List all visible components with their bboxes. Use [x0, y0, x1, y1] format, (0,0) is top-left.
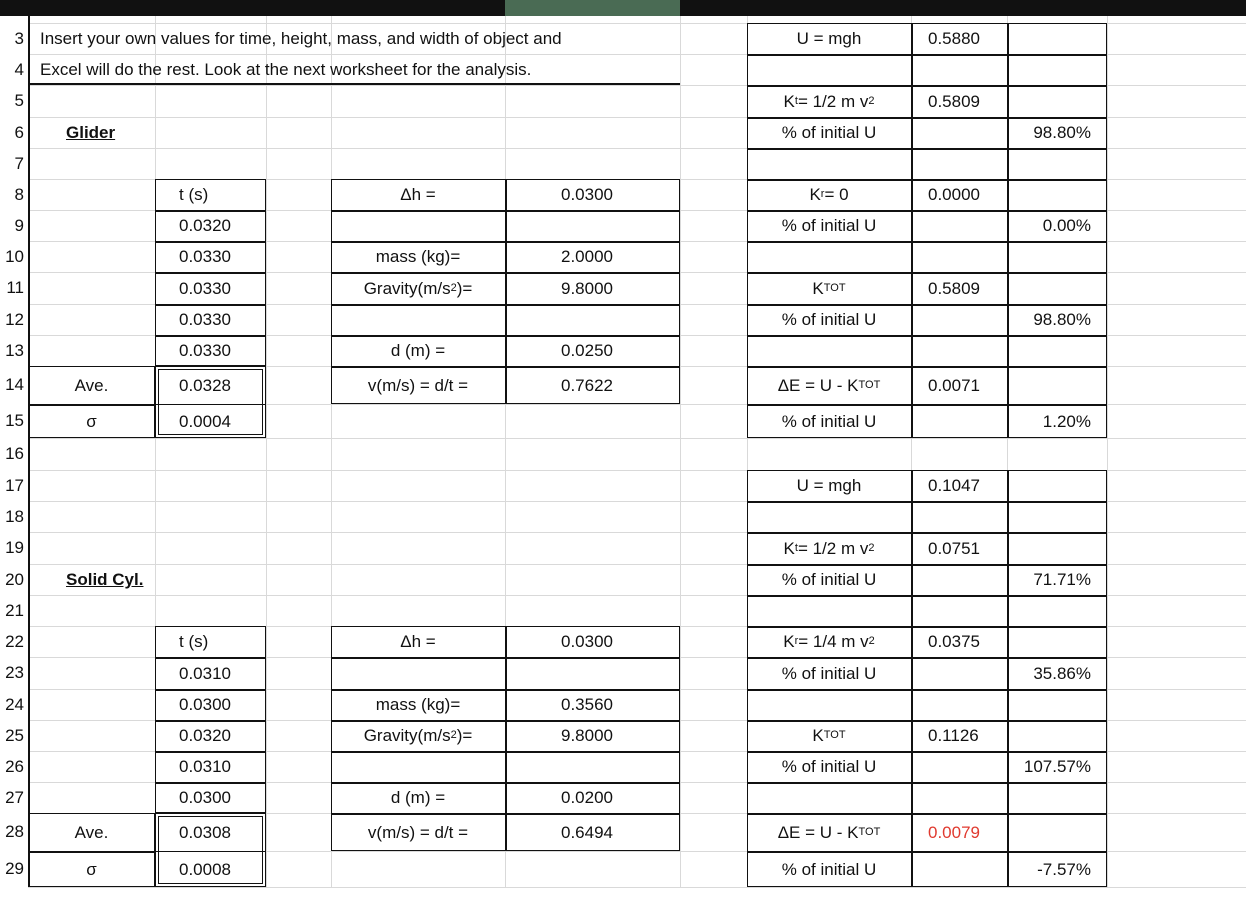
glider-times-row-divider	[155, 272, 266, 274]
cylinder-U-value[interactable]: 0.1047	[928, 476, 980, 495]
row-header[interactable]: 10	[0, 241, 28, 272]
cylinder-time-value[interactable]: 0.0300	[179, 695, 231, 714]
cylinder-Kt-pct-label[interactable]: % of initial U	[781, 570, 877, 589]
row-header[interactable]: 15	[0, 404, 28, 438]
glider-Ktot-pct[interactable]: 98.80%	[1033, 310, 1091, 329]
row-header[interactable]: 29	[0, 851, 28, 887]
glider-energy-row-divider	[747, 179, 1107, 181]
row-header[interactable]: 18	[0, 501, 28, 532]
gridline-row	[28, 438, 1246, 439]
row-header[interactable]: 22	[0, 626, 28, 657]
glider-Kr-value[interactable]: 0.0000	[928, 185, 980, 204]
glider-dh-label[interactable]: Δh =	[400, 185, 436, 204]
cylinder-inputs-col-divider	[505, 626, 507, 851]
row-header[interactable]: 9	[0, 210, 28, 241]
cylinder-Kt-label[interactable]: K t = 1/2 m v 2	[783, 538, 875, 558]
cylinder-v-label[interactable]: v(m/s) = d/t =	[367, 822, 469, 842]
cylinder-time-value[interactable]: 0.0320	[179, 726, 231, 745]
glider-Kt-pct[interactable]: 98.80%	[1033, 123, 1091, 142]
glider-dE-value[interactable]: 0.0071	[928, 375, 980, 395]
glider-time-value[interactable]: 0.0330	[179, 310, 231, 329]
glider-energy-row-divider	[747, 272, 1107, 274]
glider-energy-row-divider	[747, 85, 1107, 87]
cylinder-inputs-row-divider	[331, 782, 680, 784]
glider-mass-value[interactable]: 2.0000	[561, 247, 613, 266]
row-header[interactable]: 11	[0, 272, 28, 304]
glider-stats-labels-box	[28, 366, 155, 438]
cylinder-times-row-divider	[155, 751, 266, 753]
glider-d-value[interactable]: 0.0250	[561, 341, 613, 360]
row-header[interactable]: 21	[0, 595, 28, 626]
row-header[interactable]: 3	[0, 23, 28, 54]
glider-time-value[interactable]: 0.0330	[179, 278, 231, 298]
cylinder-mass-value[interactable]: 0.3560	[561, 695, 613, 714]
cylinder-time-value[interactable]: 0.0300	[179, 788, 231, 807]
glider-time-value[interactable]: 0.0330	[179, 247, 231, 266]
glider-inputs-row-divider	[331, 241, 680, 243]
glider-U-value[interactable]: 0.5880	[928, 29, 980, 48]
glider-Kr-pct[interactable]: 0.00%	[1042, 216, 1091, 235]
cylinder-times-row-divider	[155, 782, 266, 784]
glider-inputs-row-divider	[331, 210, 680, 212]
gridline-row	[28, 887, 1246, 888]
glider-title[interactable]: Glider	[66, 123, 116, 142]
glider-time-value[interactable]: 0.0320	[179, 216, 231, 235]
cylinder-inputs-row-divider	[331, 657, 680, 659]
glider-U-label[interactable]: U = mgh	[796, 29, 862, 48]
cylinder-Kt-pct[interactable]: 71.71%	[1033, 570, 1091, 589]
glider-energy-row-divider	[747, 335, 1107, 337]
glider-times-row-divider	[155, 304, 266, 306]
glider-ave-value[interactable]: 0.0328	[179, 375, 231, 395]
row-header[interactable]: 7	[0, 148, 28, 179]
glider-inputs-col-divider	[505, 179, 507, 404]
cylinder-energy-row-divider	[747, 720, 1107, 722]
cylinder-d-label[interactable]: d (m) =	[390, 788, 446, 807]
cylinder-times-row-divider	[155, 689, 266, 691]
glider-energy-row-divider	[747, 117, 1107, 119]
cylinder-sigma-value[interactable]: 0.0008	[179, 859, 231, 879]
cylinder-gravity-value[interactable]: 9.8000	[561, 726, 613, 745]
glider-energy-row-divider	[747, 366, 1107, 368]
cylinder-Kr-label[interactable]: K r = 1/4 m v 2	[783, 632, 875, 651]
glider-ave-label[interactable]: Ave.	[74, 375, 109, 395]
row-header[interactable]: 16	[0, 438, 28, 470]
cylinder-energy-row-divider	[747, 689, 1107, 691]
glider-times-row-divider	[155, 241, 266, 243]
cylinder-stats-labels-box	[28, 813, 155, 887]
gridline-col	[680, 16, 681, 887]
cylinder-energy-row-divider	[747, 501, 1107, 503]
glider-energy-row-divider	[747, 304, 1107, 306]
cylinder-energy-row-divider	[747, 564, 1107, 566]
row-header[interactable]: 24	[0, 689, 28, 720]
glider-inputs-row-divider	[331, 335, 680, 337]
cylinder-sigma-label[interactable]: σ	[86, 859, 97, 879]
row-header[interactable]: 14	[0, 366, 28, 404]
cylinder-energy-row-divider	[747, 782, 1107, 784]
row-header[interactable]: 17	[0, 470, 28, 501]
row-header[interactable]: 13	[0, 335, 28, 366]
glider-t-header[interactable]: t (s)	[179, 185, 209, 204]
cylinder-dE-value[interactable]: 0.0079	[928, 822, 980, 842]
cylinder-inputs-row-divider	[331, 689, 680, 691]
cylinder-title[interactable]: Solid Cyl.	[66, 570, 144, 589]
row-header[interactable]: 5	[0, 85, 28, 117]
glider-times-row-divider	[155, 210, 266, 212]
cylinder-ave-value[interactable]: 0.0308	[179, 822, 231, 842]
cylinder-Ktot-pct-label[interactable]: % of initial U	[781, 757, 877, 776]
glider-stats-divider	[155, 365, 266, 405]
cylinder-inputs-row-divider	[331, 751, 680, 753]
instructions-line-2[interactable]: Excel will do the rest. Look at the next worksheet for the analysis.	[40, 60, 532, 79]
glider-sigma-value[interactable]: 0.0004	[179, 411, 231, 431]
cylinder-Kt-value[interactable]: 0.0751	[928, 538, 980, 558]
row-header[interactable]: 6	[0, 117, 28, 148]
cylinder-time-value[interactable]: 0.0310	[179, 757, 231, 776]
glider-energy-row-divider	[747, 54, 1107, 56]
row-header[interactable]: 27	[0, 782, 28, 813]
glider-Kr-label[interactable]: K r = 0	[809, 185, 849, 204]
cylinder-energy-row-divider	[747, 532, 1107, 534]
glider-energy-row-divider	[747, 210, 1107, 212]
cylinder-stats-divider	[155, 812, 266, 852]
glider-energy-row-divider	[747, 404, 1107, 406]
row-header-divider	[28, 16, 30, 887]
cylinder-inputs-row-divider	[331, 720, 680, 722]
instructions-line-1[interactable]: Insert your own values for time, height, mass, and width of object and	[40, 29, 562, 48]
cylinder-dh-label[interactable]: Δh =	[400, 632, 436, 651]
cylinder-times-row-divider	[155, 720, 266, 722]
glider-energy-row-divider	[747, 241, 1107, 243]
cylinder-t-header[interactable]: t (s)	[179, 632, 209, 651]
cylinder-energy-row-divider	[747, 813, 1107, 815]
row-header[interactable]: 12	[0, 304, 28, 335]
glider-Kt-pct-label[interactable]: % of initial U	[781, 123, 877, 142]
cylinder-energy-row-divider	[747, 851, 1107, 853]
glider-sigma-label[interactable]: σ	[86, 411, 97, 431]
glider-energy-row-divider	[747, 148, 1107, 150]
glider-inputs-row-divider	[331, 304, 680, 306]
glider-Ktot-pct-label[interactable]: % of initial U	[781, 310, 877, 329]
glider-dE-pct-label[interactable]: % of initial U	[781, 411, 877, 431]
cylinder-inputs-row-divider	[331, 813, 680, 815]
glider-d-label[interactable]: d (m) =	[390, 341, 446, 360]
cylinder-times-row-divider	[155, 657, 266, 659]
selected-column-indicator	[505, 0, 680, 16]
glider-Ktot-label[interactable]: K TOT	[812, 278, 846, 298]
cylinder-ave-label[interactable]: Ave.	[74, 822, 109, 842]
row-header[interactable]: 8	[0, 179, 28, 210]
cylinder-energy-row-divider	[747, 595, 1107, 597]
cylinder-energy-row-divider	[747, 657, 1107, 659]
row-header[interactable]: 4	[0, 54, 28, 85]
cylinder-energy-row-divider	[747, 751, 1107, 753]
glider-times-row-divider	[155, 335, 266, 337]
glider-gravity-value[interactable]: 9.8000	[561, 278, 613, 298]
glider-v-label[interactable]: v(m/s) = d/t =	[367, 375, 469, 395]
instructions-underline	[30, 83, 680, 85]
row-header[interactable]: 19	[0, 532, 28, 564]
row-header[interactable]: 28	[0, 813, 28, 851]
cylinder-energy-row-divider	[747, 626, 1107, 628]
glider-Ktot-value[interactable]: 0.5809	[928, 278, 980, 298]
row-header[interactable]: 26	[0, 751, 28, 782]
cylinder-U-label[interactable]: U = mgh	[796, 476, 862, 495]
cylinder-mass-label[interactable]: mass (kg)=	[375, 695, 461, 714]
cylinder-v-value[interactable]: 0.6494	[561, 822, 613, 842]
glider-dE-label[interactable]: ΔE = U - K TOT	[777, 375, 881, 395]
row-header[interactable]: 25	[0, 720, 28, 751]
glider-gravity-label[interactable]: Gravity(m/s 2 )=	[363, 278, 473, 298]
cylinder-dE-label[interactable]: ΔE = U - K TOT	[777, 822, 881, 842]
glider-time-value[interactable]: 0.0330	[179, 341, 231, 360]
glider-stats-labels-divider	[28, 404, 155, 406]
glider-Kt-value[interactable]: 0.5809	[928, 91, 980, 111]
glider-Kt-label[interactable]: K t = 1/2 m v 2	[783, 91, 875, 111]
glider-inputs-row-divider	[331, 366, 680, 368]
gridline-col	[266, 16, 267, 887]
cylinder-dE-pct[interactable]: -7.57%	[1037, 859, 1091, 879]
cylinder-dE-pct-label[interactable]: % of initial U	[781, 859, 877, 879]
cylinder-Ktot-pct[interactable]: 107.57%	[1023, 757, 1091, 776]
row-header[interactable]: 20	[0, 564, 28, 595]
cylinder-Ktot-value[interactable]: 0.1126	[928, 726, 979, 745]
cylinder-Kr-pct-label[interactable]: % of initial U	[781, 663, 877, 683]
glider-dE-pct[interactable]: 1.20%	[1042, 411, 1091, 431]
glider-mass-label[interactable]: mass (kg)=	[375, 247, 461, 266]
cylinder-dh-value[interactable]: 0.0300	[561, 632, 613, 651]
cylinder-stats-labels-divider	[28, 851, 155, 853]
gridline-col	[1107, 16, 1108, 887]
glider-Kr-pct-label[interactable]: % of initial U	[781, 216, 877, 235]
cylinder-gravity-label[interactable]: Gravity(m/s 2 )=	[363, 726, 473, 745]
cylinder-Kr-pct[interactable]: 35.86%	[1033, 663, 1091, 683]
cylinder-Kr-value[interactable]: 0.0375	[928, 632, 980, 651]
cylinder-Ktot-label[interactable]: K TOT	[812, 726, 846, 745]
glider-dh-value[interactable]: 0.0300	[561, 185, 613, 204]
cylinder-d-value[interactable]: 0.0200	[561, 788, 613, 807]
row-header[interactable]: 23	[0, 657, 28, 689]
cylinder-time-value[interactable]: 0.0310	[179, 663, 231, 683]
glider-v-value[interactable]: 0.7622	[561, 375, 613, 395]
glider-inputs-row-divider	[331, 272, 680, 274]
